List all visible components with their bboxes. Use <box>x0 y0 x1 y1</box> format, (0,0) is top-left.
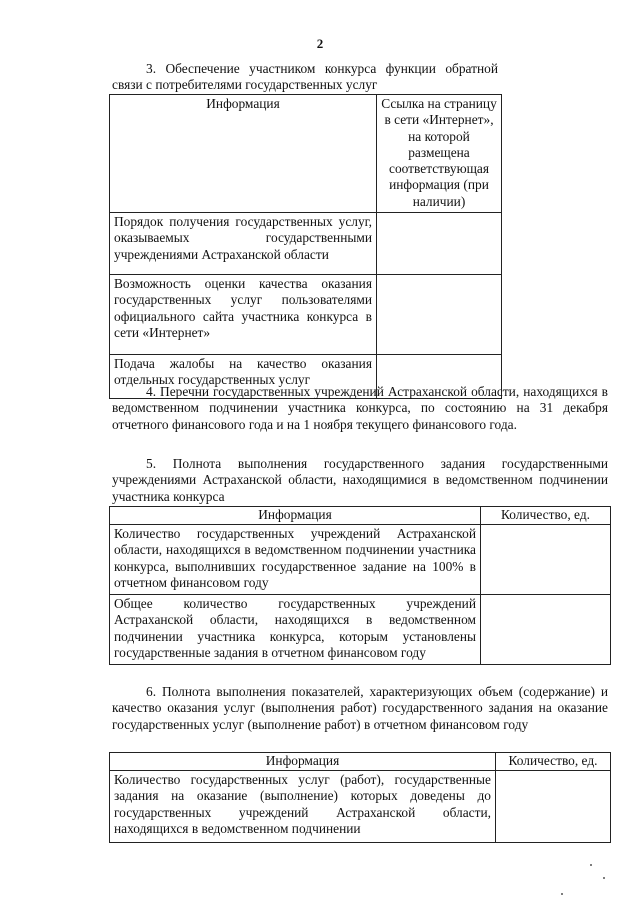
section-3-heading: 3. Обеспечение участником конкурса функции обратной связи с потребителями государственных услуг <box>112 61 498 93</box>
completion-table-header-qty: Количество, ед. <box>481 507 611 525</box>
feedback-table-link-cell <box>377 275 502 355</box>
completion-table <box>109 506 611 665</box>
indicators-table-qty-cell <box>496 771 611 843</box>
scan-speck <box>603 877 605 879</box>
indicators-table-row: Количество государственных услуг (работ), государственные задания на оказание (выполнение) которых доведены до государственных учреждений Астраханской области, находящихся в ведомственном подчинении <box>110 771 496 843</box>
scan-speck <box>561 893 563 895</box>
scan-speck <box>590 864 592 866</box>
section-6-heading: 6. Полнота выполнения показателей, характеризующих объем (содержание) и качество оказания услуг (выполнения работ) государственного задания на оказание государственных услуг (выполнение работ) в отчетном финансовом году <box>112 684 608 732</box>
feedback-table-row: Порядок получения государственных услуг, оказываемых государственными учреждениями Астраханской области <box>110 213 377 275</box>
completion-table-row: Общее количество государственных учреждений Астраханской области, находящихся в ведомственном подчинении участника конкурса, которым установлены государственные задания в отчетном финансовом году <box>110 595 481 665</box>
completion-table-header-info: Информация <box>110 507 481 525</box>
completion-table-qty-cell <box>481 525 611 595</box>
feedback-table-row: Возможность оценки качества оказания государственных услуг пользователями официального сайта участника конкурса в сети «Интернет» <box>110 275 377 355</box>
indicators-table-header-qty: Количество, ед. <box>496 753 611 771</box>
completion-table-qty-cell <box>481 595 611 665</box>
section-5-heading: 5. Полнота выполнения государственного задания государственными учреждениями Астраханской области, находящимися в ведомственном подчинении участника конкурса <box>112 456 608 504</box>
section-4-text: 4. Перечни государственных учреждений Астраханской области, находящихся в ведомственном подчинении участника конкурса, по состоянию на 31 декабря отчетного финансового года и на 1 ноября текущего финансового года. <box>112 384 608 432</box>
indicators-table-header-info: Информация <box>110 753 496 771</box>
page-number: 2 <box>316 36 324 51</box>
feedback-table-header-info: Информация <box>110 95 377 213</box>
feedback-table-row: Подача жалобы на качество оказания отдельных государственных услуг <box>110 355 377 399</box>
feedback-table <box>109 94 502 399</box>
completion-table-row: Количество государственных учреждений Астраханской области, находящихся в ведомственном подчинении участника конкурса, выполнивших государственное задание на 100% в отчетном финансовом году <box>110 525 481 595</box>
indicators-table <box>109 752 611 843</box>
feedback-table-link-cell <box>377 213 502 275</box>
feedback-table-header-link: Ссылка на страницу в сети «Интернет», на которой размещена соответствующая информация (при наличии) <box>377 95 502 213</box>
